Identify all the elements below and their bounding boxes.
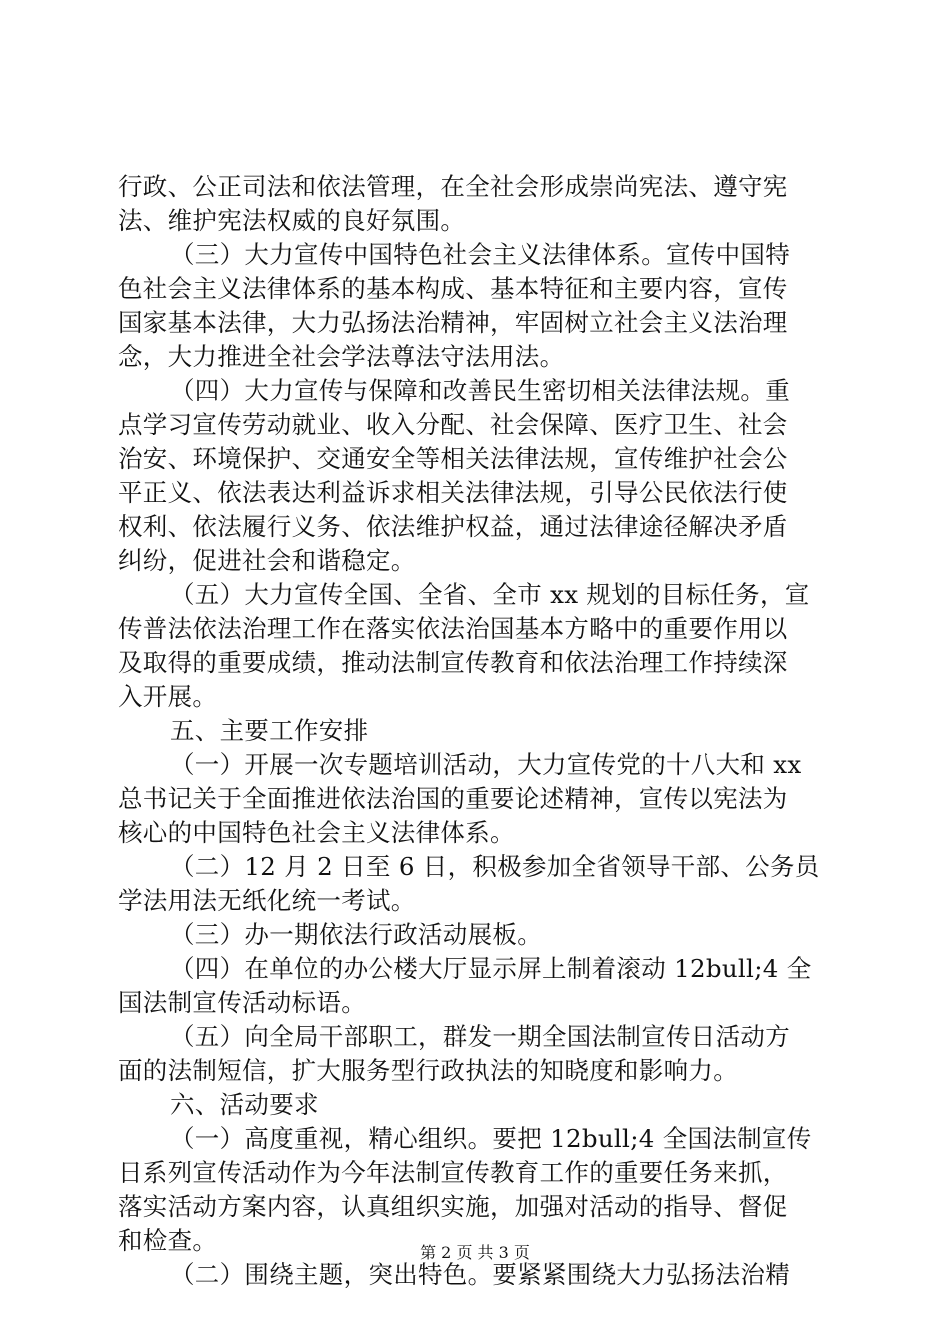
text-line: 国法制宣传活动标语。: [118, 988, 366, 1017]
text-line: 学法用法无纸化统一考试。: [118, 886, 416, 915]
text-line: 点学习宣传劳动就业、收入分配、社会保障、医疗卫生、社会: [118, 410, 788, 439]
text-line: 日系列宣传活动作为今年法制宣传教育工作的重要任务来抓，: [118, 1158, 788, 1187]
text-line: 行政、公正司法和依法管理，在全社会形成崇尚宪法、遵守宪: [118, 172, 788, 201]
text-line: 念，大力推进全社会学法尊法守法用法。: [118, 342, 565, 371]
text-line: 权利、依法履行义务、依法维护权益，通过法律途径解决矛盾: [118, 512, 788, 541]
text-line: 和检查。: [118, 1226, 218, 1255]
page-number: 第 2 页 共 3 页: [420, 1243, 530, 1262]
text-line: （四）在单位的办公楼大厅显示屏上制着滚动 12bull;4 全: [170, 954, 812, 983]
text-line: 传普法依法治理工作在落实依法治国基本方略中的重要作用以: [118, 614, 788, 643]
section-heading: 五、主要工作安排: [170, 716, 369, 745]
text-line: 国家基本法律，大力弘扬法治精神，牢固树立社会主义法治理: [118, 308, 788, 337]
text-line: 及取得的重要成绩，推动法制宣传教育和依法治理工作持续深: [118, 648, 788, 677]
text-line: （三）办一期依法行政活动展板。: [170, 920, 542, 949]
section-heading: 六、活动要求: [170, 1090, 319, 1119]
text-line: 纠纷，促进社会和谐稳定。: [118, 546, 416, 575]
text-line: 色社会主义法律体系的基本构成、基本特征和主要内容，宣传: [118, 274, 788, 303]
text-line: 治安、环境保护、交通安全等相关法律法规，宣传维护社会公: [118, 444, 788, 473]
text-line: 面的法制短信，扩大服务型行政执法的知晓度和影响力。: [118, 1056, 738, 1085]
text-line: 平正义、依法表达利益诉求相关法律法规，引导公民依法行使: [118, 478, 788, 507]
text-line: （一）高度重视，精心组织。要把 12bull;4 全国法制宣传: [170, 1124, 812, 1153]
text-line: （五）向全局干部职工，群发一期全国法制宣传日活动方: [170, 1022, 790, 1051]
text-line: （二）12 月 2 日至 6 日，积极参加全省领导干部、公务员: [170, 852, 820, 881]
text-line: （一）开展一次专题培训活动，大力宣传党的十八大和 xx: [170, 750, 802, 779]
text-line: 总书记关于全面推进依法治国的重要论述精神，宣传以宪法为: [118, 784, 788, 813]
text-line: 核心的中国特色社会主义法律体系。: [118, 818, 515, 847]
text-line: （三）大力宣传中国特色社会主义法律体系。宣传中国特: [170, 240, 790, 269]
text-line: 入开展。: [118, 682, 218, 711]
text-line: （二）围绕主题，突出特色。要紧紧围绕大力弘扬法治精: [170, 1260, 790, 1289]
text-line: （四）大力宣传与保障和改善民生密切相关法律法规。重: [170, 376, 790, 405]
text-line: 落实活动方案内容，认真组织实施，加强对活动的指导、督促: [118, 1192, 788, 1221]
text-line: （五）大力宣传全国、全省、全市 xx 规划的目标任务，宣: [170, 580, 810, 609]
text-line: 法、维护宪法权威的良好氛围。: [118, 206, 466, 235]
